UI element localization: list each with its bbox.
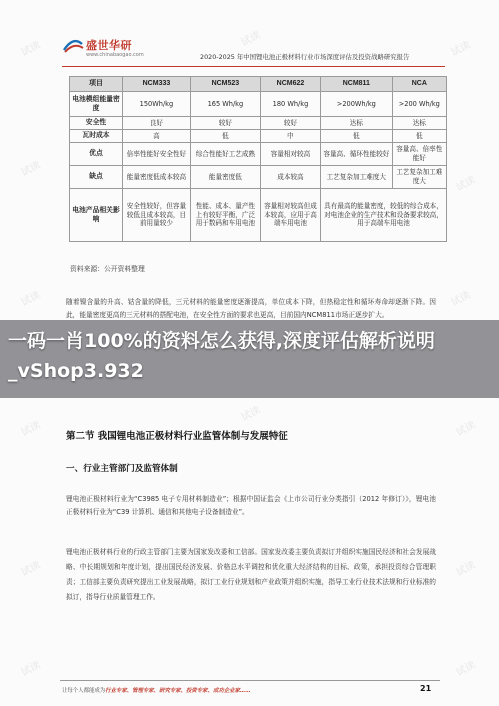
footer-prefix: 让每个人都能成为 [62,688,106,694]
table-cell: 中 [260,130,320,143]
watermark: 试读 [19,39,43,59]
logo-url: www.chinabaogao.com [86,52,144,58]
logo-icon [62,38,84,54]
watermark: 试读 [19,419,43,439]
row-header: 优点 [70,143,123,166]
table-cell: 容量高、倍率性能好 [392,143,446,166]
table-cell: 较好 [190,117,260,130]
table-cell: 具有最高的能量密度，较低的综合成本，对电池企业的生产技术和设备要求较高，用于高端车用电池 [321,189,447,242]
row-header: 电池模组能量密度 [70,92,123,117]
watermark: 试读 [454,174,478,194]
column-header: NCA [392,77,446,92]
watermark: 试读 [19,559,43,579]
body-paragraph: 锂电池正极材料行业为“C3985 电子专用材料制造业”；根据中国证监会《上市公司行业分类指引（2012 年修订）》，锂电池正极材料行业为“C39 计算机、通信和其他电子设备制造业”。 [66,495,436,516]
table-cell: 较好 [260,117,320,130]
row-header: 瓦时成本 [70,130,123,143]
table-cell: 容量相对较高 [260,143,320,166]
logo-name: 盛世华研 [86,39,132,52]
report-title: 2020-2025 年中国锂电池正极材料行业市场深度评估及投资战略研究报告 [200,53,410,61]
table-row [70,130,447,143]
table-cell: 能量密度低成本较高 [123,166,191,189]
table-cell: >200 Wh/kg [392,92,446,117]
column-header: NCM811 [321,77,393,92]
column-header: 项目 [70,77,123,92]
footer-slogan [62,686,251,694]
page-number: 21 [420,684,432,693]
table-cell: 165 Wh/kg [190,92,260,117]
footer-roles: 行业专家、管理专家、研究专家、投资专家、成功企业家…… [105,688,251,694]
table-row [70,166,447,189]
table-header-row [70,77,447,92]
comparison-table [69,76,447,242]
body-paragraph: 锂电池正极材料行业的行政主管部门主要为国家发改委和工信部。国家发改委主要负责拟订并组织实施国民经济和社会发展战略、中长期规划和年度计划，提出国民经济发展、价格总水平调控和优化重大经济结构的目标、政策，承担投资综合管理职责；工信部主要负责研究提出工业发展战略，拟订工业行业规划和产业政策并组织实施，指导工业行业技术法规和行业标准的拟订，指导行业质量管理工作。 [66,548,436,601]
section-title: 第二节 我国锂电池正极材料行业监管体制与发展特征 [66,431,288,442]
watermark: 试读 [239,404,263,424]
watermark: 试读 [454,559,478,579]
banner-headline: 一码一肖100%的资料怎么获得,深度评估解析说明_vShop3.932 [8,330,435,382]
table-cell: 容量相对较高但成本较高，应用于高端车用电池 [260,189,320,242]
table-cell: 低 [190,130,260,143]
watermark: 试读 [239,29,263,49]
column-header: NCM523 [190,77,260,92]
table-cell: 180 Wh/kg [260,92,320,117]
watermark: 试读 [19,659,43,679]
header-divider [62,66,445,67]
table-cell: 低 [321,130,393,143]
table-cell: 性能、成本、量产性上有较好平衡，广泛用于数码和车用电池 [190,189,260,242]
table-cell: 150Wh/kg [123,92,191,117]
table-cell: 高 [123,130,191,143]
table-cell: 工艺复杂加工难度大 [392,166,446,189]
row-header: 安全性 [70,117,123,130]
footer-divider [60,680,440,681]
table-row [70,143,447,166]
watermark: 试读 [454,659,478,679]
table-row [70,92,447,117]
watermark: 试读 [19,289,43,309]
table-cell: 成本较高 [260,166,320,189]
table-cell: 良好 [123,117,191,130]
table-cell: 容量高、循环性能较好 [321,143,393,166]
table-row [70,117,447,130]
row-header: 电池产品相关影响 [70,189,123,242]
table-cell: 安全性较好，但容量较低且成本较高，目前用量较少 [123,189,191,242]
watermark: 试读 [454,419,478,439]
table-cell: 综合性能好工艺成熟 [190,143,260,166]
body-paragraph: 随着镍含量的升高、钴含量的降低，三元材料的能量密度逐渐提高，单位成本下降，但热稳定性和循环寿命却逐渐下降。因此，能量密度更高的三元材料的搭配电池，在安全性方面的要求也更高，目前国内NCM811市场正逐步扩大。 [66,298,436,319]
overlay-banner [0,320,499,398]
table-cell: 达标 [392,117,446,130]
watermark: 试读 [449,39,473,59]
table-cell: 能量密度低 [190,166,260,189]
column-header: NCM622 [260,77,320,92]
table-row [70,189,447,242]
table-cell: >200Wh/kg [321,92,393,117]
table-cell: 低 [392,130,446,143]
source-note: 资料来源：公开资料整理 [70,265,145,273]
table-cell: 倍率性能好安全性好 [123,143,191,166]
subsection-title: 一、行业主管部门及监管体制 [66,464,178,474]
watermark: 试读 [449,289,473,309]
column-header: NCM333 [123,77,191,92]
watermark: 试读 [19,159,43,179]
table-cell: 工艺复杂加工难度大 [321,166,393,189]
table-cell: 达标 [321,117,393,130]
row-header: 缺点 [70,166,123,189]
